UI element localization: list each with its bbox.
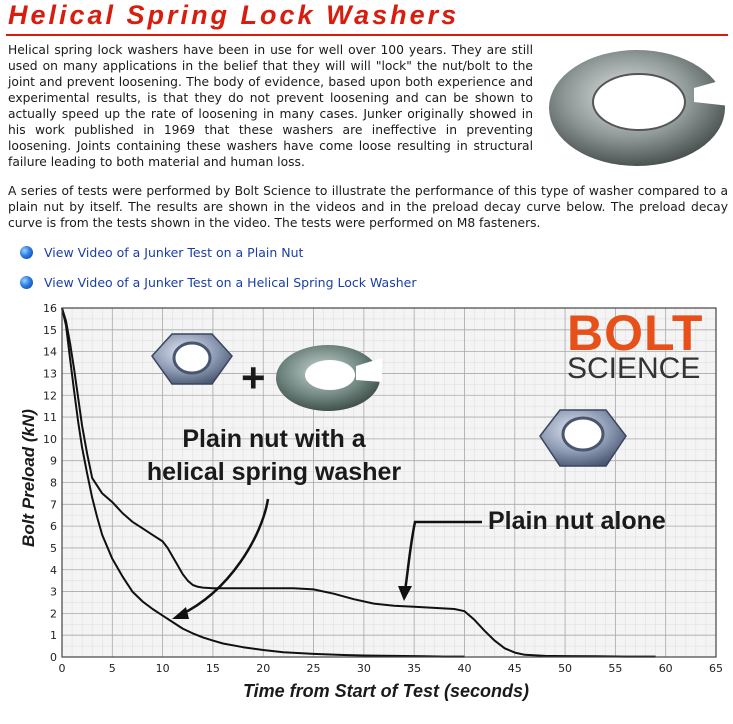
- y-tick-label: 5: [50, 541, 57, 555]
- y-tick-label: 4: [50, 563, 57, 577]
- x-tick-label: 30: [356, 662, 371, 675]
- blue-bullet-icon: [20, 246, 33, 259]
- x-tick-label: 40: [457, 662, 472, 675]
- annotation-plain-nut: Plain nut alone: [488, 507, 666, 535]
- logo-bolt-text: BOLT: [567, 305, 704, 361]
- x-tick-label: 10: [155, 662, 170, 675]
- intro-paragraph: Helical spring lock washers have been in use for well over 100 years. They are still used on many applications in the belief that they will will "lock" the nut/bolt to the joint and prevent loosening. The body of evidence, based upon both experience and experimental results, is that they do not prevent loosening and can be shown to actually speed up the rate of loosening in many cases. Junker originally showed in his work published in 1969 that these washers are ineffective in preventing loosening. Joints containing these washers have come loose resulting in structural failure leading to both material and human loss.: [8, 43, 533, 169]
- y-tick-label: 14: [43, 345, 57, 359]
- x-axis-label: Time from Start of Test (seconds): [242, 681, 530, 701]
- x-tick-label: 5: [108, 662, 116, 675]
- x-tick-label: 50: [558, 662, 573, 675]
- x-tick-label: 45: [507, 662, 522, 675]
- x-tick-label: 15: [205, 662, 220, 675]
- y-tick-label: 15: [43, 323, 57, 337]
- page-title: Helical Spring Lock Washers: [8, 0, 460, 30]
- video-link-spring-washer-label: View Video of a Junker Test on a Helical Spring Lock Washer: [44, 275, 417, 290]
- y-axis-label: Bolt Preload (kN): [19, 409, 38, 547]
- y-tick-label: 7: [50, 498, 57, 512]
- y-tick-label: 3: [50, 585, 57, 599]
- video-link-plain-nut-label: View Video of a Junker Test on a Plain Nut: [44, 245, 304, 260]
- x-tick-label: 60: [658, 662, 673, 675]
- y-tick-label: 9: [50, 454, 57, 468]
- x-tick-label: 25: [306, 662, 321, 675]
- video-link-plain-nut[interactable]: [20, 245, 303, 260]
- tests-paragraph: A series of tests were performed by Bolt Science to illustrate the performance of this type of washer compared to a plain nut by itself. The results are shown in the videos and in the preload decay curve below. The preload decay curve is from the tests shown in the video. The tests were performed on M8 fasteners.: [8, 184, 728, 230]
- x-tick-label: 65: [709, 662, 723, 675]
- y-tick-label: 11: [43, 411, 57, 425]
- x-tick-label: 35: [407, 662, 422, 675]
- y-tick-label: 12: [43, 389, 57, 403]
- video-link-spring-washer[interactable]: [20, 275, 416, 290]
- blue-bullet-icon: [20, 276, 33, 289]
- y-tick-label: 2: [50, 607, 57, 621]
- bolt-science-logo: [567, 305, 703, 385]
- preload-decay-chart: [0, 296, 733, 724]
- logo-science-text: SCIENCE: [567, 352, 701, 385]
- annotation-spring-washer-line2: helical spring washer: [146, 458, 402, 486]
- x-tick-label: 55: [608, 662, 623, 675]
- x-tick-label: 20: [256, 662, 271, 675]
- lock-washer-photo: [544, 40, 730, 170]
- y-tick-label: 13: [43, 367, 57, 381]
- x-tick-label: 0: [58, 662, 66, 675]
- annotation-spring-washer-line1: Plain nut with a: [182, 425, 366, 453]
- title-rule: [6, 34, 728, 36]
- y-tick-label: 8: [50, 476, 57, 490]
- y-tick-label: 6: [50, 520, 57, 534]
- plus-sign: +: [241, 354, 266, 401]
- y-tick-label: 16: [43, 302, 57, 315]
- y-tick-label: 0: [50, 651, 57, 664]
- y-tick-label: 10: [43, 432, 57, 446]
- y-tick-label: 1: [50, 629, 57, 643]
